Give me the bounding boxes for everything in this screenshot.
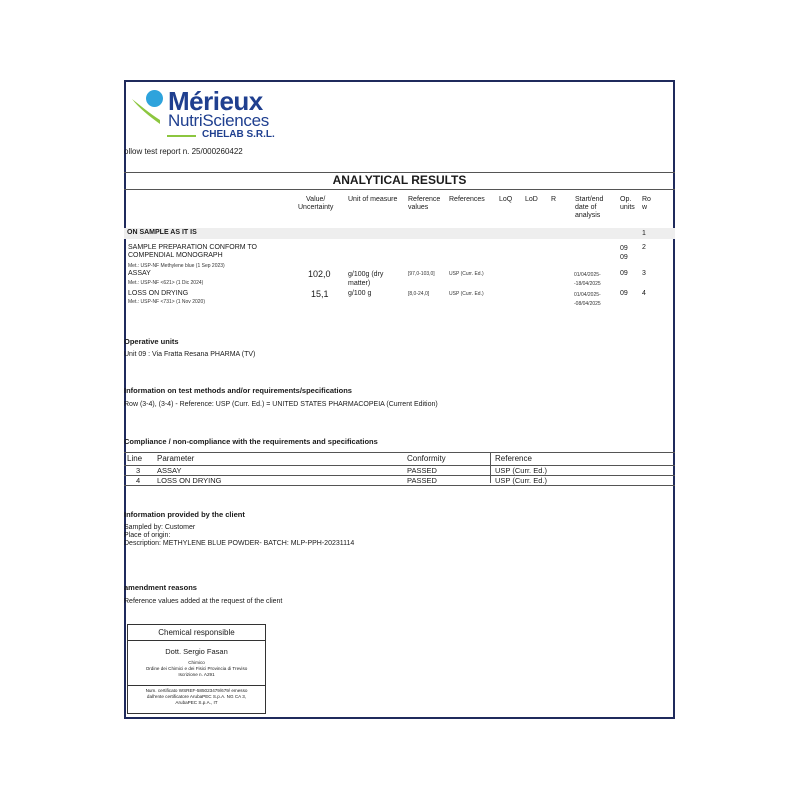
compliance-header-line: Line [124,453,154,466]
col-header-value: Value/ Uncertainty [298,196,334,211]
client-description: Description: METHYLENE BLUE POWDER- BATCH: MLP-PPH-20231114 [124,540,355,547]
result-row-number: 2 [642,244,646,251]
result-dates: 01/04/2025- -08/04/2025 [574,292,601,307]
company-name: CHELAB S.R.L. [202,129,275,140]
result-dates: 01/04/2025- -18/04/2025 [574,272,601,287]
result-method: Met.: USP-NF <731> (1 Nov 2020) [128,299,205,305]
col-header-r: R [551,196,557,203]
compliance-line: 4 [124,476,154,486]
col-header-lod: LoD [525,196,538,203]
signature-title: Chemical responsible [128,625,265,641]
col-header-dates: Start/end date of analysis [575,196,604,219]
compliance-parameter: ASSAY [154,466,404,476]
table-divider [490,452,491,483]
logo-dot-icon [146,90,163,107]
section-band [124,228,675,239]
compliance-conformity: PASSED [404,466,492,476]
divider [124,189,675,190]
table-row [124,466,675,476]
operative-heading: Operative units [124,337,179,346]
logo-divider [167,135,196,137]
logo-main-text: Mérieux [168,86,263,116]
signature-box [127,624,266,714]
result-unit: g/100g (dry matter) [348,271,384,287]
result-row-number: 4 [642,290,646,297]
col-header-loq: LoQ [499,196,513,203]
logo-sub-text: NutriSciences [168,111,269,130]
compliance-parameter: LOSS ON DRYING [154,476,404,486]
col-header-unit: Unit of measure [348,196,398,203]
compliance-header-conformity: Conformity [404,453,492,466]
compliance-reference: USP (Curr. Ed.) [492,466,675,476]
compliance-conformity: PASSED [404,476,492,486]
col-header-op-units: Op. units [620,196,635,211]
result-op-units: 09 [620,270,628,277]
report-reference: ollow test report n. 25/000260422 [124,147,243,156]
compliance-header-reference: Reference [492,453,675,466]
result-method: Met.: USP-NF <621> (1 Dic 2024) [128,280,204,286]
result-references: USP (Curr. Ed.) [449,291,484,297]
col-header-row: Ro w [642,196,651,211]
compliance-table [124,452,675,486]
result-unit: g/100 g [348,290,372,297]
signature-certificate: Num. certificato WSREF-585023479/679/ emesso dall'ente certificatore ArubaPEC S.p.A. NG CA 3, ArubaPEC S.p.A., IT [128,685,265,713]
client-sampled-by: Sampled by: Customer [124,524,196,531]
methods-text: Row (3-4), (3-4) - Reference: USP (Curr. Ed.) = UNITED STATES PHARMACOPEIA (Current Edition) [124,401,438,408]
compliance-header-parameter: Parameter [154,453,404,466]
result-op-units: 09 09 [620,245,628,261]
result-parameter: SAMPLE PREPARATION CONFORM TO COMPENDIAL MONOGRAPH [128,244,258,259]
signature-info: Chimico Ordine dei Chimici e dei Fisici Provincia di Treviso Iscrizione n. A291 [145,660,248,677]
results-title: ANALYTICAL RESULTS [332,173,467,187]
result-references: USP (Curr. Ed.) [449,271,484,277]
result-value: 102,0 [308,269,331,279]
client-heading: Information provided by the client [124,510,245,519]
signature-name: Dott. Sergio Fasan [165,647,228,656]
table-row [124,476,675,486]
result-parameter: LOSS ON DRYING [128,290,189,297]
client-origin: Place of origin: [124,532,171,539]
amendment-heading: amendment reasons [124,583,197,592]
col-header-ref-values: Reference values [408,196,441,211]
methods-heading: Information on test methods and/or requirements/specifications [124,386,352,395]
section-row-number: 1 [642,230,646,237]
compliance-heading: Compliance / non-compliance with the requirements and specifications [124,437,378,446]
section-label: ON SAMPLE AS IT IS [127,229,197,236]
result-parameter: ASSAY [128,270,151,277]
col-header-references: References [449,196,485,203]
result-row-number: 3 [642,270,646,277]
compliance-header-row [124,453,675,466]
result-ref-values: [8,0-24,0] [408,291,430,297]
result-op-units: 09 [620,290,628,297]
compliance-reference: USP (Curr. Ed.) [492,476,675,486]
compliance-line: 3 [124,466,154,476]
amendment-text: Reference values added at the request of the client [124,598,283,605]
result-value: 15,1 [311,289,329,299]
result-ref-values: [97,0-103,0] [408,271,435,277]
operative-text: Unit 09 : Via Fratta Resana PHARMA (TV) [124,351,256,358]
result-method: Met.: USP-NF Methylene blue (1 Sep 2023) [128,263,225,269]
